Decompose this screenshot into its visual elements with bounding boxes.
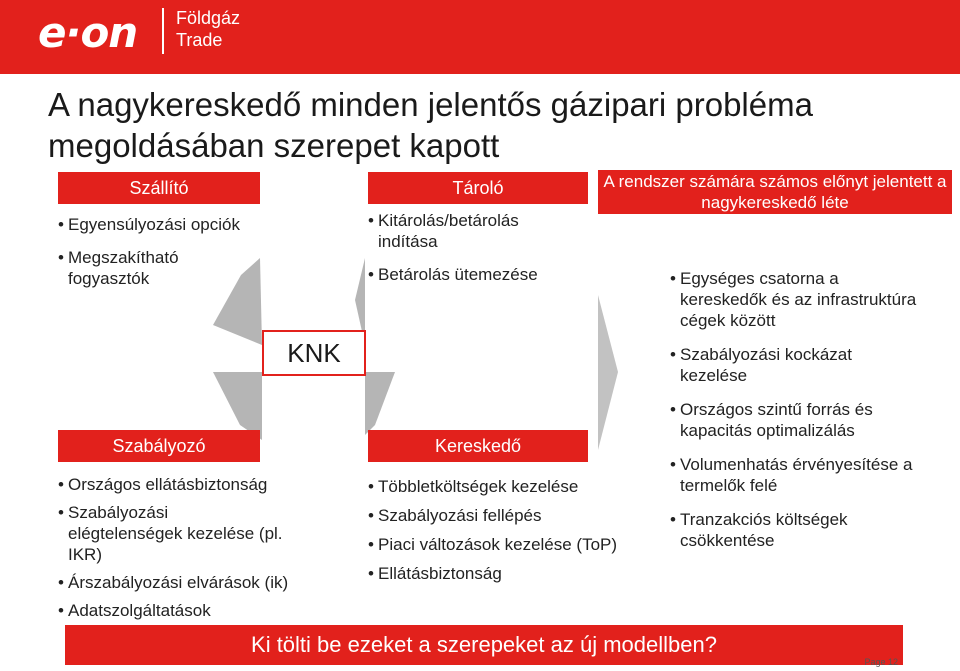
supplier-item: • Megszakítható fogyasztók	[58, 247, 243, 289]
regulator-item: • Adatszolgáltatások	[58, 600, 318, 621]
storage-item: • Kitárolás/betárolás indítása	[368, 210, 583, 252]
trader-label: Kereskedő	[434, 435, 522, 456]
regulator-header	[58, 430, 260, 462]
advantages-item: • Tranzakciós költségek csökkentése	[670, 509, 920, 551]
trader-list	[368, 476, 658, 592]
eon-logo: e·on	[38, 8, 138, 57]
regulator-label: Szabályozó	[112, 435, 206, 456]
brand-line-1: Földgáz	[176, 8, 241, 28]
trader-item: • Többletköltségek kezelése	[368, 476, 658, 497]
advantages-header	[598, 170, 952, 214]
slide-title: A nagykereskedő minden jelentős gázipari probléma megoldásában szerepet kapott	[48, 86, 813, 164]
arrow-bottom-right	[365, 372, 395, 435]
advantages-list	[670, 268, 920, 564]
brand-line-2: Trade	[176, 30, 223, 50]
question-banner	[65, 625, 903, 665]
arrow-right-chevron	[598, 295, 618, 450]
regulator-list	[58, 474, 318, 628]
trader-item: • Piaci változások kezelése (ToP)	[368, 534, 658, 555]
storage-list	[368, 210, 583, 292]
knk-box	[262, 330, 366, 376]
storage-label: Tároló	[452, 177, 504, 198]
question-text: Ki tölti be ezeket a szerepeket az új modellben?	[251, 632, 717, 657]
trader-item: • Szabályozási fellépés	[368, 505, 658, 526]
advantages-item: • Volumenhatás érvényesítése a termelők felé	[670, 454, 920, 496]
regulator-item: • Szabályozási elégtelenségek kezelése (pl. IKR)	[58, 502, 283, 565]
advantages-item: • Országos szintű forrás és kapacitás optimalizálás	[670, 399, 920, 441]
storage-header	[368, 172, 588, 204]
trader-item: • Ellátásbiztonság	[368, 563, 658, 584]
storage-item: • Betárolás ütemezése	[368, 264, 583, 285]
supplier-item: • Egyensúlyozási opciók	[58, 214, 243, 235]
supplier-list	[58, 214, 243, 296]
regulator-item: • Árszabályozási elvárások (ik)	[58, 572, 318, 593]
knk-label: KNK	[287, 337, 341, 368]
advantages-item: • Egységes csatorna a kereskedők és az infrastruktúra cégek között	[670, 268, 920, 331]
advantages-heading: A rendszer számára számos előnyt jelentett a nagykereskedő léte	[603, 172, 947, 212]
supplier-header	[58, 172, 260, 204]
regulator-item: • Országos ellátásbiztonság	[58, 474, 318, 495]
trader-header	[368, 430, 588, 462]
page-number: Page 12	[864, 657, 898, 667]
advantages-item: • Szabályozási kockázat kezelése	[670, 344, 920, 386]
supplier-label: Szállító	[129, 177, 189, 198]
